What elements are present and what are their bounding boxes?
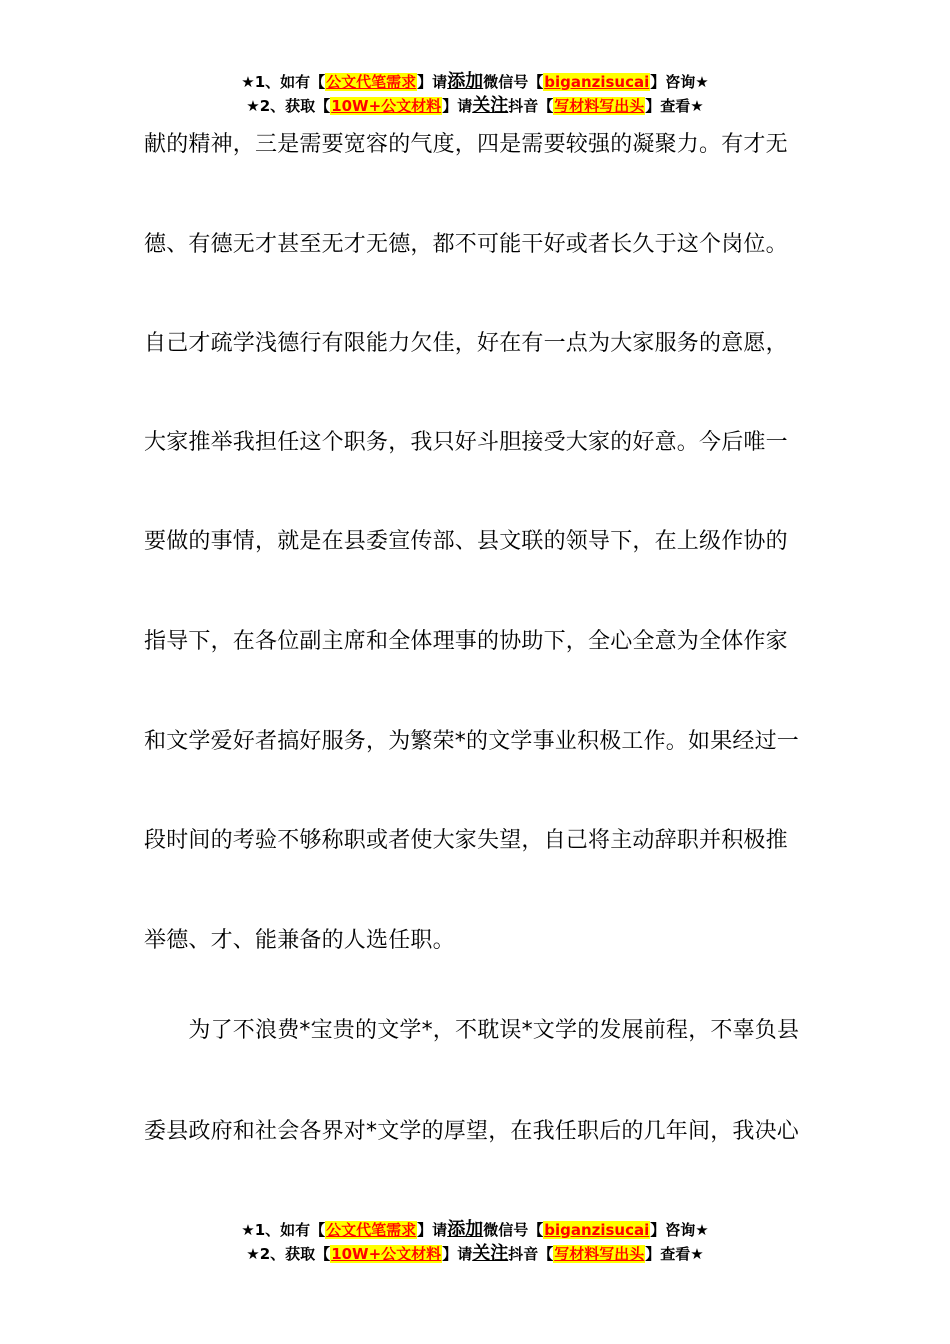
banner-line-2	[0, 94, 950, 118]
body-line: 献的精神，三是需要宽容的气度，四是需要较强的凝聚力。有才无	[144, 132, 788, 157]
banner-text: ★2、获取【	[246, 1245, 331, 1263]
banner-emphasis: 关注	[472, 1243, 509, 1264]
banner-text: 】查看★	[645, 97, 704, 115]
banner-highlight: biganzisucai	[544, 1221, 650, 1239]
banner-text: 抖音【	[508, 1245, 554, 1263]
body-line: 委县政府和社会各界对*文学的厚望，在我任职后的几年间，我决心	[144, 1119, 800, 1144]
banner-highlight: 写材料写出头	[554, 1245, 645, 1263]
banner-text: 】请	[417, 1221, 448, 1239]
banner-line-1	[0, 1218, 950, 1242]
banner-emphasis: 关注	[472, 95, 509, 116]
body-line: 要做的事情，就是在县委宣传部、县文联的领导下，在上级作协的	[144, 529, 788, 554]
banner-text: 】咨询★	[650, 73, 709, 91]
banner-highlight: 公文代笔需求	[326, 1221, 417, 1239]
banner-highlight: 写材料写出头	[554, 97, 645, 115]
body-line: 举德、才、能兼备的人选任职。	[144, 928, 455, 953]
banner-text: 微信号【	[483, 73, 544, 91]
banner-text: 】请	[442, 1245, 473, 1263]
banner-text: 】请	[417, 73, 448, 91]
body-line: 为了不浪费*宝贵的文学*，不耽误*文学的发展前程，不辜负县	[144, 1018, 800, 1043]
banner-highlight: 10W+公文材料	[331, 1245, 442, 1263]
body-line: 德、有德无才甚至无才无德，都不可能干好或者长久于这个岗位。	[144, 232, 788, 257]
body-line: 大家推举我担任这个职务，我只好斗胆接受大家的好意。今后唯一	[144, 430, 788, 455]
banner-highlight: 公文代笔需求	[326, 73, 417, 91]
body-line: 和文学爱好者搞好服务，为繁荣*的文学事业积极工作。如果经过一	[144, 729, 800, 754]
body-line: 段时间的考验不够称职或者使大家失望，自己将主动辞职并积极推	[144, 828, 788, 853]
footer-banner	[0, 1218, 950, 1266]
banner-text: 】查看★	[645, 1245, 704, 1263]
banner-text: ★1、如有【	[241, 73, 326, 91]
body-line: 指导下，在各位副主席和全体理事的协助下，全心全意为全体作家	[144, 629, 788, 654]
banner-line-1	[0, 70, 950, 94]
header-banner	[0, 70, 950, 118]
banner-highlight: biganzisucai	[544, 73, 650, 91]
banner-text: 】咨询★	[650, 1221, 709, 1239]
banner-emphasis: 添加	[447, 71, 484, 92]
banner-text: ★1、如有【	[241, 1221, 326, 1239]
banner-line-2	[0, 1242, 950, 1266]
banner-text: 抖音【	[508, 97, 554, 115]
banner-text: 微信号【	[483, 1221, 544, 1239]
banner-text: ★2、获取【	[246, 97, 331, 115]
banner-text: 】请	[442, 97, 473, 115]
banner-highlight: 10W+公文材料	[331, 97, 442, 115]
body-line: 自己才疏学浅德行有限能力欠佳，好在有一点为大家服务的意愿，	[144, 331, 788, 356]
banner-emphasis: 添加	[447, 1219, 484, 1240]
